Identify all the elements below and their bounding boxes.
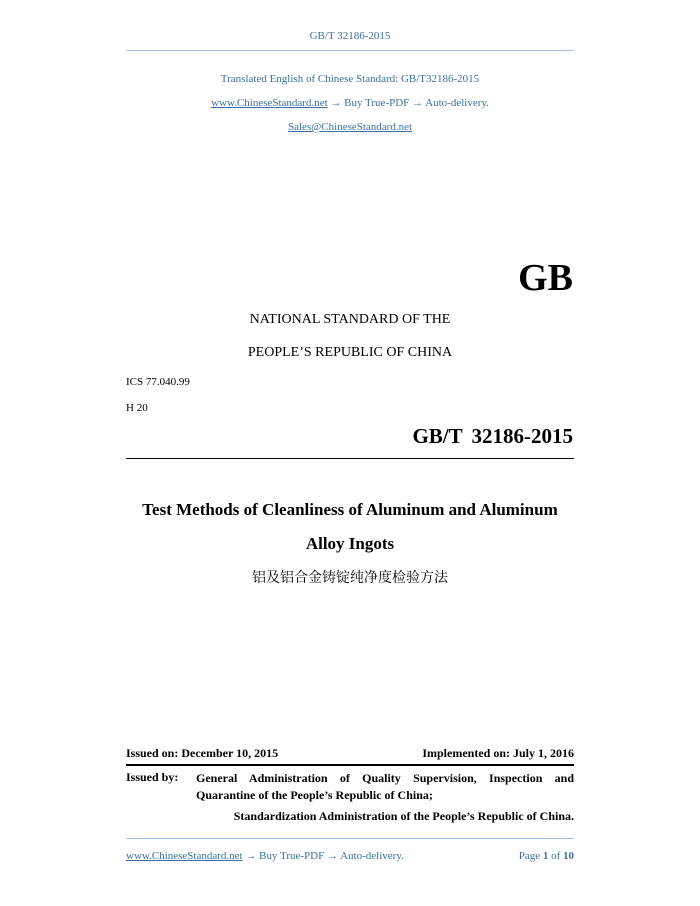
store-link[interactable]: www.ChineseStandard.net <box>211 97 328 109</box>
header-divider <box>126 50 574 51</box>
ics-code: ICS 77.040.99 <box>126 376 190 388</box>
gb-logo: GB <box>518 257 573 299</box>
title-english-line-1: Test Methods of Cleanliness of Aluminum and Aluminum <box>142 500 558 519</box>
title-english-line-2: Alloy Ingots <box>305 534 395 553</box>
footer-store-line <box>126 850 404 862</box>
footer-store-link[interactable]: www.ChineseStandard.net <box>126 850 243 862</box>
store-line-suffix: → Buy True-PDF → Auto-delivery. <box>327 97 489 109</box>
translation-notice: Translated English of Chinese Standard: GB/T32186-2015 <box>220 73 480 85</box>
standard-number-divider <box>126 458 574 459</box>
footer-store-suffix: → Buy True-PDF → Auto-delivery. <box>242 850 404 862</box>
running-header: GB/T 32186-2015 <box>309 30 391 42</box>
email-line <box>0 121 700 133</box>
issue-divider <box>126 764 574 766</box>
footer-divider <box>126 838 574 839</box>
ccs-code: H 20 <box>126 402 148 414</box>
issuing-authority-1: General Administration of Quality Supervision, Inspection and Quarantine of the People’s Republic of China; <box>196 771 574 802</box>
standard-number: GB/T 32186-2015 <box>412 424 573 448</box>
national-standard-line-2: PEOPLE’S REPUBLIC OF CHINA <box>247 345 453 360</box>
page-indicator <box>519 850 574 862</box>
page-current: 1 <box>542 850 549 862</box>
store-line <box>0 97 700 109</box>
email-link[interactable]: Sales@ChineseStandard.net <box>287 121 413 133</box>
page-total: 10 <box>563 850 574 862</box>
page-of: of <box>551 850 561 862</box>
issued-by-label: Issued by: <box>126 770 179 784</box>
issued-on-date: Issued on: December 10, 2015 <box>126 746 279 760</box>
issuing-authority-2: Standardization Administration of the People’s Republic of China. <box>233 809 574 823</box>
title-chinese: 铝及铝合金铸锭纯净度检验方法 <box>252 570 448 586</box>
national-standard-line-1: NATIONAL STANDARD OF THE <box>249 312 451 327</box>
implemented-on-date: Implemented on: July 1, 2016 <box>422 746 574 760</box>
page-label: Page <box>518 850 541 862</box>
